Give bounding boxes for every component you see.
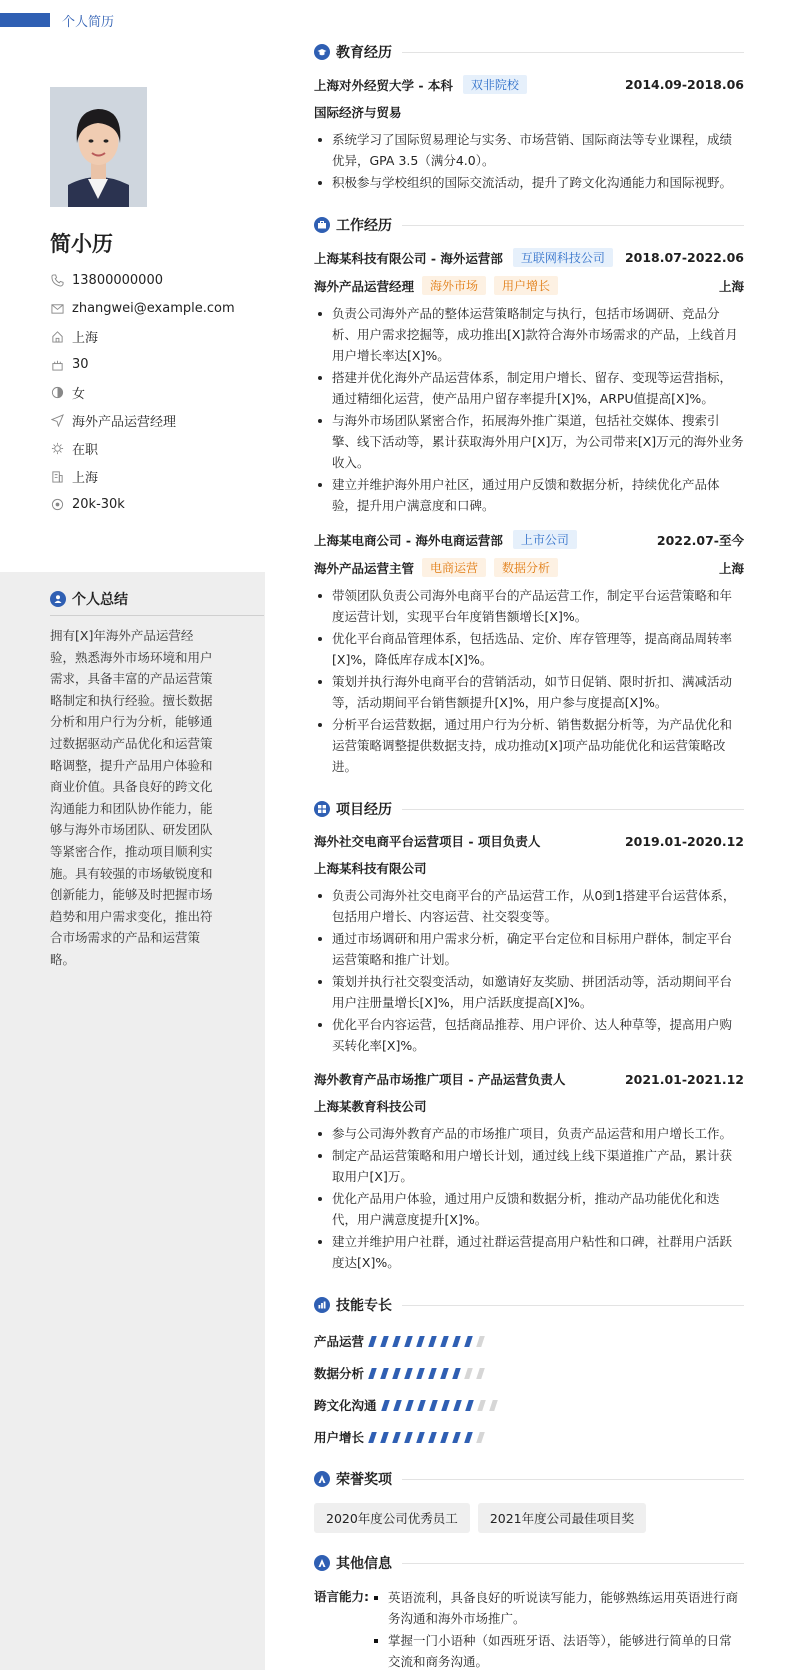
project-bullets (314, 1123, 744, 1273)
education-bullets (314, 129, 744, 193)
project-name: 海外教育产品市场推广项目 - 产品运营负责人 (314, 1072, 566, 1087)
job-period: 2018.07-2022.06 (624, 250, 744, 265)
skill-segment-filled (380, 1336, 389, 1347)
list-item: 制定产品运营策略和用户增长计划，通过线上线下渠道推广产品，累计获取用户[X]万。 (314, 1145, 744, 1187)
project-company-row (314, 1097, 744, 1115)
major-row (314, 103, 744, 121)
list-item: 分析平台运营数据，通过用户行为分析、销售数据分析等，为产品优化和运营策略调整提供数据支持，成功推动[X]项产品功能优化和运营策略改进。 (314, 714, 744, 777)
status-icon (50, 441, 64, 455)
work-title: 工作经历 (336, 218, 392, 234)
skill-segment-filled (417, 1400, 426, 1411)
skill-segment-filled (453, 1400, 462, 1411)
salary-icon (50, 497, 64, 511)
skill-segment-empty (476, 1432, 485, 1443)
job-bullets (314, 303, 744, 516)
info-row-salary (50, 490, 260, 518)
accent-stripe (0, 13, 50, 27)
skill-row (314, 1325, 744, 1357)
skill-segment-filled (392, 1336, 401, 1347)
skill-segment-filled (381, 1400, 390, 1411)
skill-segment-filled (452, 1432, 461, 1443)
education-title: 教育经历 (336, 45, 392, 61)
skill-segment-filled (416, 1432, 425, 1443)
project-bullets (314, 885, 744, 1056)
skill-segment-filled (440, 1368, 449, 1379)
list-item: 搭建并优化海外产品运营体系，制定用户增长、留存、变现等运营指标，通过精细化运营，使产品用户留存率提升[X]%，ARPU值提高[X]%。 (314, 367, 744, 409)
role-tag: 海外市场 (422, 276, 486, 295)
list-item: 英语流利，具备良好的听说读写能力，能够熟练运用英语进行商务沟通和海外市场推广。 (370, 1587, 744, 1629)
skill-segment-filled (440, 1336, 449, 1347)
school-name: 上海对外经贸大学 - 本科 (314, 77, 453, 93)
skill-segment-filled (404, 1432, 413, 1443)
skill-segment-filled (416, 1368, 425, 1379)
project-name: 海外社交电商平台运营项目 - 项目负责人 (314, 834, 541, 849)
company-tag: 上市公司 (513, 530, 577, 549)
info-row-position (50, 406, 260, 434)
job-period: 2022.07-至今 (656, 532, 744, 548)
skill-segment-filled (441, 1400, 450, 1411)
education-period: 2014.09-2018.06 (624, 77, 744, 92)
education-section (314, 40, 744, 193)
skill-segment-filled (393, 1400, 402, 1411)
section-divider (402, 225, 744, 226)
skill-segment-empty (489, 1400, 498, 1411)
mail-icon (50, 301, 64, 315)
skill-name: 数据分析 (314, 1366, 365, 1381)
list-item: 负责公司海外社交电商平台的产品运营工作，从0到1搭建平台运营体系，包括用户增长、内容运营、社交裂变等。 (314, 885, 744, 927)
skill-segment-empty (476, 1336, 485, 1347)
skill-segment-filled (405, 1400, 414, 1411)
work-city-text: 上海 (72, 470, 99, 486)
info-row-phone (50, 266, 260, 294)
list-item: 策划并执行社交裂变活动，如邀请好友奖励、拼团活动等，活动期间平台用户注册量增长[X]%，用户活跃度提高[X]%。 (314, 971, 744, 1013)
skill-segment-filled (464, 1336, 473, 1347)
status-text: 在职 (72, 442, 99, 458)
summary-heading (50, 589, 128, 609)
skill-segment-filled (380, 1368, 389, 1379)
avatar (50, 87, 147, 207)
job-role-row (314, 276, 744, 295)
job-company-row (314, 248, 744, 267)
language-label: 语言能力: (314, 1589, 369, 1604)
phone-text: 13800000000 (72, 272, 163, 288)
list-item: 负责公司海外产品的整体运营策略制定与执行，包括市场调研、竞品分析、用户需求挖掘等，成功推出[X]款符合海外市场需求的产品，上线首月用户增长率达[X]%。 (314, 303, 744, 366)
section-divider (402, 1305, 744, 1306)
skill-row (314, 1357, 744, 1389)
award-badge: 2020年度公司优秀员工 (314, 1503, 470, 1533)
info-icon (314, 1555, 330, 1571)
job-role-row (314, 558, 744, 577)
skill-segment-filled (428, 1368, 437, 1379)
skill-segment-empty (476, 1368, 485, 1379)
skill-segment-filled (452, 1336, 461, 1347)
section-divider (402, 52, 744, 53)
building-icon (50, 469, 64, 483)
skill-segment-filled (368, 1368, 377, 1379)
document-label: 个人简历 (62, 15, 115, 30)
list-item: 系统学习了国际贸易理论与实务、市场营销、国际商法等专业课程，成绩优异，GPA 3.5（满分4.0）。 (314, 129, 744, 171)
education-heading (314, 40, 744, 64)
awards-section (314, 1467, 744, 1533)
contact-info-list (50, 266, 260, 518)
list-item: 带领团队负责公司海外电商平台的产品运营工作，制定平台运营策略和年度运营计划，实现平台年度销售额增长[X]%。 (314, 585, 744, 627)
location-text: 上海 (72, 330, 99, 346)
job-city: 上海 (718, 560, 744, 576)
awards-heading (314, 1467, 744, 1491)
projects-section (314, 797, 744, 1273)
award-icon (314, 1471, 330, 1487)
skills-list (314, 1325, 744, 1453)
phone-icon (50, 273, 64, 287)
major-name: 国际经济与贸易 (314, 105, 402, 120)
school-tag: 双非院校 (463, 75, 527, 94)
info-row-status (50, 434, 260, 462)
gender-text: 女 (72, 386, 86, 402)
project-row (314, 832, 744, 850)
email-text: zhangwei@example.com (72, 300, 235, 316)
skill-segment-filled (440, 1432, 449, 1443)
other-section (314, 1551, 744, 1670)
job-company: 上海某科技有限公司 - 海外运营部 (314, 250, 503, 266)
list-item: 优化平台商品管理体系，包括选品、定价、库存管理等，提高商品周转率[X]%，降低库存成本[X]%。 (314, 628, 744, 670)
list-item: 积极参与学校组织的国际交流活动，提升了跨文化沟通能力和国际视野。 (314, 172, 744, 193)
skill-segment-filled (416, 1336, 425, 1347)
project-period: 2019.01-2020.12 (624, 833, 744, 849)
job-city: 上海 (718, 278, 744, 294)
briefcase-icon (314, 217, 330, 233)
awards-list (314, 1503, 744, 1533)
graduation-cap-icon (314, 44, 330, 60)
work-section (314, 213, 744, 777)
summary-divider (50, 615, 264, 616)
section-divider (402, 809, 744, 810)
info-row-work-city (50, 462, 260, 490)
skill-row (314, 1421, 744, 1453)
list-item: 与海外市场团队紧密合作，拓展海外推广渠道，包括社交媒体、搜索引擎、线下活动等，累计获取海外用户[X]万，为公司带来[X]万元的海外业务收入。 (314, 410, 744, 473)
skill-segment-empty (464, 1368, 473, 1379)
skill-name: 用户增长 (314, 1430, 365, 1445)
skill-segment-filled (452, 1368, 461, 1379)
skill-segment-filled (404, 1336, 413, 1347)
project-company-row (314, 859, 744, 877)
profile-name: 简小历 (50, 232, 113, 256)
other-heading (314, 1551, 744, 1575)
education-row (314, 75, 744, 94)
list-item: 通过市场调研和用户需求分析，确定平台定位和目标用户群体，制定平台运营策略和推广计划。 (314, 928, 744, 970)
grid-icon (314, 801, 330, 817)
skill-row (314, 1389, 744, 1421)
summary-text: 拥有[X]年海外产品运营经验，熟悉海外市场环境和用户需求，具备丰富的产品运营策略制定和执行经验。擅长数据分析和用户行为分析，能够通过数据驱动产品优化和运营策略调整，提升产品用户体验和商业价值。具备良好的跨文化沟通能力和团队协作能力，能够与海外市场团队、研发团队等紧密合作，推动项目顺利实施。具有较强的市场敏锐度和创新能力，能够及时把握市场趋势和用户需求变化，推出符合市场需求的产品和运营策略。 (50, 628, 213, 967)
role-tag: 用户增长 (494, 276, 558, 295)
user-icon (50, 591, 66, 607)
summary-title: 个人总结 (72, 592, 128, 608)
skill-segment-filled (392, 1432, 401, 1443)
info-row-age (50, 350, 260, 378)
job-company-row (314, 530, 744, 549)
age-icon (50, 357, 64, 371)
info-row-location (50, 322, 260, 350)
skill-segment-filled (404, 1368, 413, 1379)
skill-segment-filled (464, 1432, 473, 1443)
skill-segment-filled (368, 1432, 377, 1443)
skill-level-bar (370, 1432, 490, 1443)
skill-segment-filled (428, 1432, 437, 1443)
project-row (314, 1070, 744, 1088)
role-tag: 数据分析 (494, 558, 558, 577)
project-company: 上海某教育科技公司 (314, 1099, 427, 1114)
job-company: 上海某电商公司 - 海外电商运营部 (314, 532, 503, 548)
home-icon (50, 329, 64, 343)
top-bar (0, 0, 794, 38)
work-heading (314, 213, 744, 237)
skills-title: 技能专长 (336, 1298, 392, 1314)
list-item: 建立并维护海外用户社区，通过用户反馈和数据分析，持续优化产品体验，提升用户满意度和口碑。 (314, 474, 744, 516)
job-role: 海外产品运营经理 (314, 278, 415, 294)
send-icon (50, 413, 64, 427)
info-row-email (50, 294, 260, 322)
skill-name: 产品运营 (314, 1334, 365, 1349)
job-role: 海外产品运营主管 (314, 560, 415, 576)
gender-icon (50, 385, 64, 399)
skill-segment-empty (477, 1400, 486, 1411)
projects-heading (314, 797, 744, 821)
skill-level-bar (370, 1336, 490, 1347)
skill-segment-filled (429, 1400, 438, 1411)
list-item: 掌握一门小语种（如西班牙语、法语等），能够进行简单的日常交流和商务沟通。 (370, 1630, 744, 1670)
skills-section (314, 1293, 744, 1453)
skill-segment-filled (392, 1368, 401, 1379)
other-title: 其他信息 (336, 1556, 392, 1572)
age-text: 30 (72, 356, 89, 372)
list-item: 优化平台内容运营，包括商品推荐、用户评价、达人种草等，提高用户购买转化率[X]%。 (314, 1014, 744, 1056)
project-period: 2021.01-2021.12 (624, 1071, 744, 1087)
section-divider (402, 1563, 744, 1564)
skill-segment-filled (368, 1336, 377, 1347)
skill-name: 跨文化沟通 (314, 1398, 377, 1413)
salary-text: 20k-30k (72, 496, 125, 512)
position-text: 海外产品运营经理 (72, 414, 177, 430)
bar-chart-icon (314, 1297, 330, 1313)
role-tag: 电商运营 (422, 558, 486, 577)
other-content (314, 1587, 744, 1670)
skill-level-bar (370, 1368, 490, 1379)
list-item: 优化产品用户体验，通过用户反馈和数据分析，推动产品功能优化和迭代，用户满意度提升[X]%。 (314, 1188, 744, 1230)
list-item: 策划并执行海外电商平台的营销活动，如节日促销、限时折扣、满减活动等，活动期间平台销售额提升[X]%，用户参与度提高[X]%。 (314, 671, 744, 713)
language-bullets (370, 1587, 744, 1670)
skill-level-bar (383, 1400, 503, 1411)
project-company: 上海某科技有限公司 (314, 861, 427, 876)
awards-title: 荣誉奖项 (336, 1472, 392, 1488)
skills-heading (314, 1293, 744, 1317)
list-item: 建立并维护用户社群，通过社群运营提高用户粘性和口碑，社群用户活跃度达[X]%。 (314, 1231, 744, 1273)
skill-segment-filled (380, 1432, 389, 1443)
company-tag: 互联网科技公司 (513, 248, 613, 267)
award-badge: 2021年度公司最佳项目奖 (478, 1503, 646, 1533)
skill-segment-filled (428, 1336, 437, 1347)
list-item: 参与公司海外教育产品的市场推广项目，负责产品运营和用户增长工作。 (314, 1123, 744, 1144)
main-column (314, 38, 744, 1670)
skill-segment-filled (465, 1400, 474, 1411)
job-bullets (314, 585, 744, 777)
projects-title: 项目经历 (336, 802, 392, 818)
info-row-gender (50, 378, 260, 406)
section-divider (402, 1479, 744, 1480)
